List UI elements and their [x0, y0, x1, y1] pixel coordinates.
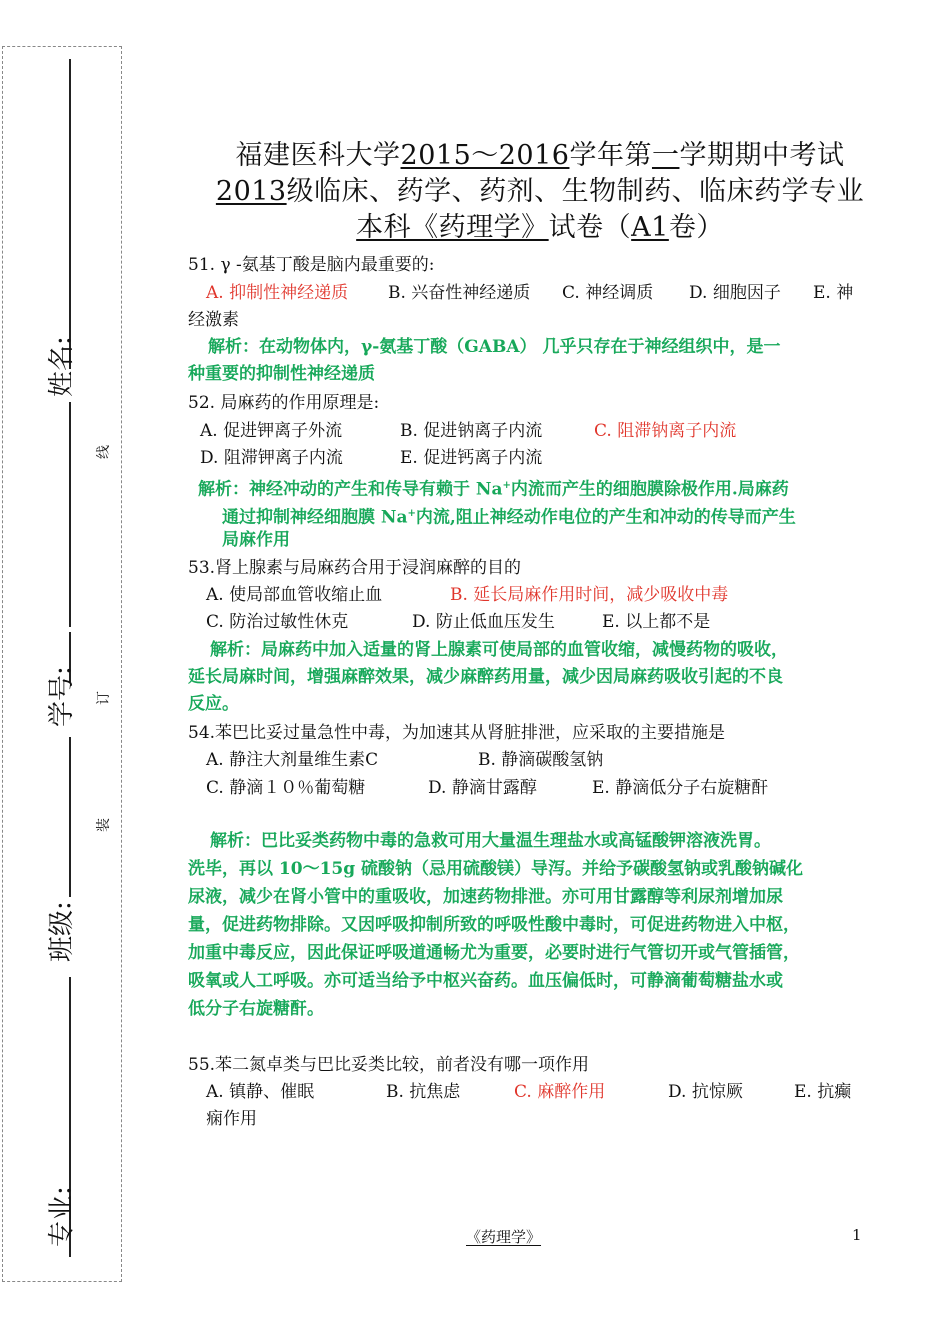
name-fill-line-lower: [69, 402, 71, 627]
q52-option-c: C. 阻滞钠离子内流: [594, 421, 737, 441]
q52-option-b: B. 促进钠离子内流: [400, 421, 543, 441]
q54-option-c: C. 静滴１０％葡萄糖: [206, 778, 366, 798]
q55-option-b: B. 抗焦虑: [386, 1082, 461, 1102]
q52-options-row2: [200, 445, 542, 472]
q52-stem: 52. 局麻药的作用原理是:: [188, 393, 380, 413]
grade-year: 2013: [215, 176, 287, 207]
q51-explanation-2: 种重要的抑制性神经递质: [188, 364, 375, 384]
q52-option-a: A. 促进钾离子外流: [200, 421, 343, 441]
class-fill-line-upper: [69, 817, 71, 897]
title-text: 学年第: [569, 140, 652, 171]
q55-option-e-continued: 痫作用: [206, 1109, 257, 1129]
q54-options-row1: [206, 747, 603, 774]
q53-option-b: B. 延长局麻作用时间，减少吸收中毒: [450, 585, 729, 605]
q51-option-d: D. 细胞因子: [689, 283, 781, 303]
student-id-label: 学号:: [47, 666, 77, 727]
q54-option-a: A. 静注大剂量维生素C: [206, 750, 379, 770]
paper-version: A1: [631, 212, 669, 243]
cut-line-mark: 线: [96, 445, 112, 459]
q51-option-e-continued: 经激素: [188, 310, 239, 330]
binding-margin: [2, 46, 122, 1282]
q54-explanation-1: 解析：巴比妥类药物中毒的急救可用大量温生理盐水或高锰酸钾溶液洗胃。: [210, 831, 771, 851]
q52-explanation-1: [198, 472, 789, 504]
q53-stem: 53.肾上腺素与局麻药合用于浸润麻醉的目的: [188, 558, 522, 578]
q53-option-e: E. 以上都不是: [602, 612, 711, 632]
q52-exp-part: 通过抑制神经细胞膜 Na: [222, 507, 408, 528]
q52-explanation-3: 局麻作用: [222, 530, 290, 550]
q51-option-c: C. 神经调质: [562, 283, 654, 303]
q54-stem: 54.苯巴比妥过量急性中毒，为加速其从肾脏排泄，应采取的主要措施是: [188, 723, 726, 743]
semester: 一: [651, 140, 680, 171]
class-fill-line: [69, 977, 71, 1137]
sodium-superscript: +: [407, 508, 416, 519]
q51-option-b: B. 兴奋性神经递质: [388, 283, 531, 303]
q54-option-e: E. 静滴低分子右旋糖酐: [592, 778, 769, 798]
q55-options: [206, 1079, 851, 1106]
class-label: 班级:: [47, 901, 77, 962]
course-name: 本科《药理学》: [356, 212, 549, 243]
staple-mark-ding: 订: [96, 691, 112, 705]
q55-option-a: A. 镇静、催眠: [206, 1082, 315, 1102]
q54-options-row2: [206, 775, 768, 802]
q55-option-d: D. 抗惊厥: [668, 1082, 743, 1102]
q54-explanation-2: 洗毕，再以 10～15g 硫酸钠（忌用硫酸镁）导泻。并给予碳酸氢钠或乳酸钠碱化: [188, 859, 804, 879]
q53-explanation-1: 解析：局麻药中加入适量的肾上腺素可使局部的血管收缩，减慢药物的吸收，: [210, 640, 788, 660]
paper-label: 试卷（: [548, 212, 632, 243]
q51-option-a: A. 抑制性神经递质: [206, 283, 349, 303]
q52-exp-part: 内流,阻止神经动作电位的产生和冲动的传导而产生: [415, 507, 796, 528]
sodium-superscript: +: [502, 480, 511, 491]
q54-explanation-7: 低分子右旋糖酐。: [188, 999, 324, 1019]
major-label: 专业:: [47, 1186, 77, 1247]
name-label: 姓名:: [47, 336, 77, 397]
q52-option-e: E. 促进钙离子内流: [400, 448, 543, 468]
q55-stem: 55.苯二氮卓类与巴比妥类比较，前者没有哪一项作用: [188, 1055, 590, 1075]
q52-option-d: D. 阻滞钾离子内流: [200, 448, 343, 468]
q54-option-b: B. 静滴碳酸氢钠: [478, 750, 604, 770]
q54-explanation-5: 加重中毒反应，因此保证呼吸道通畅尤为重要，必要时进行气管切开或气管插管，: [188, 943, 800, 963]
q52-options-row1: [200, 418, 736, 445]
q53-options-row1: [206, 582, 728, 609]
q55-option-e: E. 抗癫: [794, 1082, 852, 1102]
q51-stem: 51. γ -氨基丁酸是脑内最重要的:: [188, 255, 435, 275]
q53-explanation-3: 反应。: [188, 694, 239, 714]
q52-exp-part: 解析：神经冲动的产生和传导有赖于 Na: [198, 479, 503, 500]
q51-explanation-1: 解析：在动物体内，γ-氨基丁酸（GABA） 几乎只存在于神经组织中，是一: [208, 337, 781, 357]
page-number: 1: [852, 1226, 862, 1244]
academic-year: 2015～2016: [400, 140, 570, 171]
q51-option-e: E. 神: [813, 283, 854, 303]
q54-option-d: D. 静滴甘露醇: [428, 778, 537, 798]
q53-explanation-2: 延长局麻时间，增强麻醉效果，减少麻醉药用量，减少因局麻药吸收引起的不良: [188, 667, 783, 687]
q53-option-c: C. 防治过敏性休克: [206, 612, 349, 632]
exam-type: 学期期中考试: [679, 140, 845, 171]
q55-option-c: C. 麻醉作用: [514, 1082, 606, 1102]
q52-explanation-2: [222, 500, 796, 532]
q53-options-row2: [206, 609, 710, 636]
exam-title-line3: [130, 210, 950, 246]
name-fill-line: [69, 59, 71, 369]
q53-option-d: D. 防止低血压发生: [412, 612, 555, 632]
majors: 级临床、药学、药剂、生物制药、临床药学专业: [286, 176, 865, 207]
q51-options: [206, 280, 853, 307]
q53-option-a: A. 使局部血管收缩止血: [206, 585, 383, 605]
q52-exp-part: 内流而产生的细胞膜除极作用.局麻药: [510, 479, 789, 500]
footer-course-title: 《药理学》: [466, 1228, 542, 1246]
q54-explanation-4: 量，促进药物排除。又因呼吸抑制所致的呼吸性酸中毒时，可促进药物进入中枢，: [188, 915, 800, 935]
exam-title-line2: [130, 174, 950, 210]
exam-title-line1: [130, 138, 950, 174]
university-name: 福建医科大学: [235, 140, 401, 171]
binding-mark-zhuang: 装: [96, 818, 112, 832]
q54-explanation-3: 尿液，减少在肾小管中的重吸收，加速药物排泄。亦可用甘露醇等利尿剂增加尿: [188, 887, 783, 907]
q54-explanation-6: 吸氧或人工呼吸。亦可适当给予中枢兴奋药。血压偏低时，可静滴葡萄糖盐水或: [188, 971, 783, 991]
paper-suffix: 卷）: [668, 212, 724, 243]
